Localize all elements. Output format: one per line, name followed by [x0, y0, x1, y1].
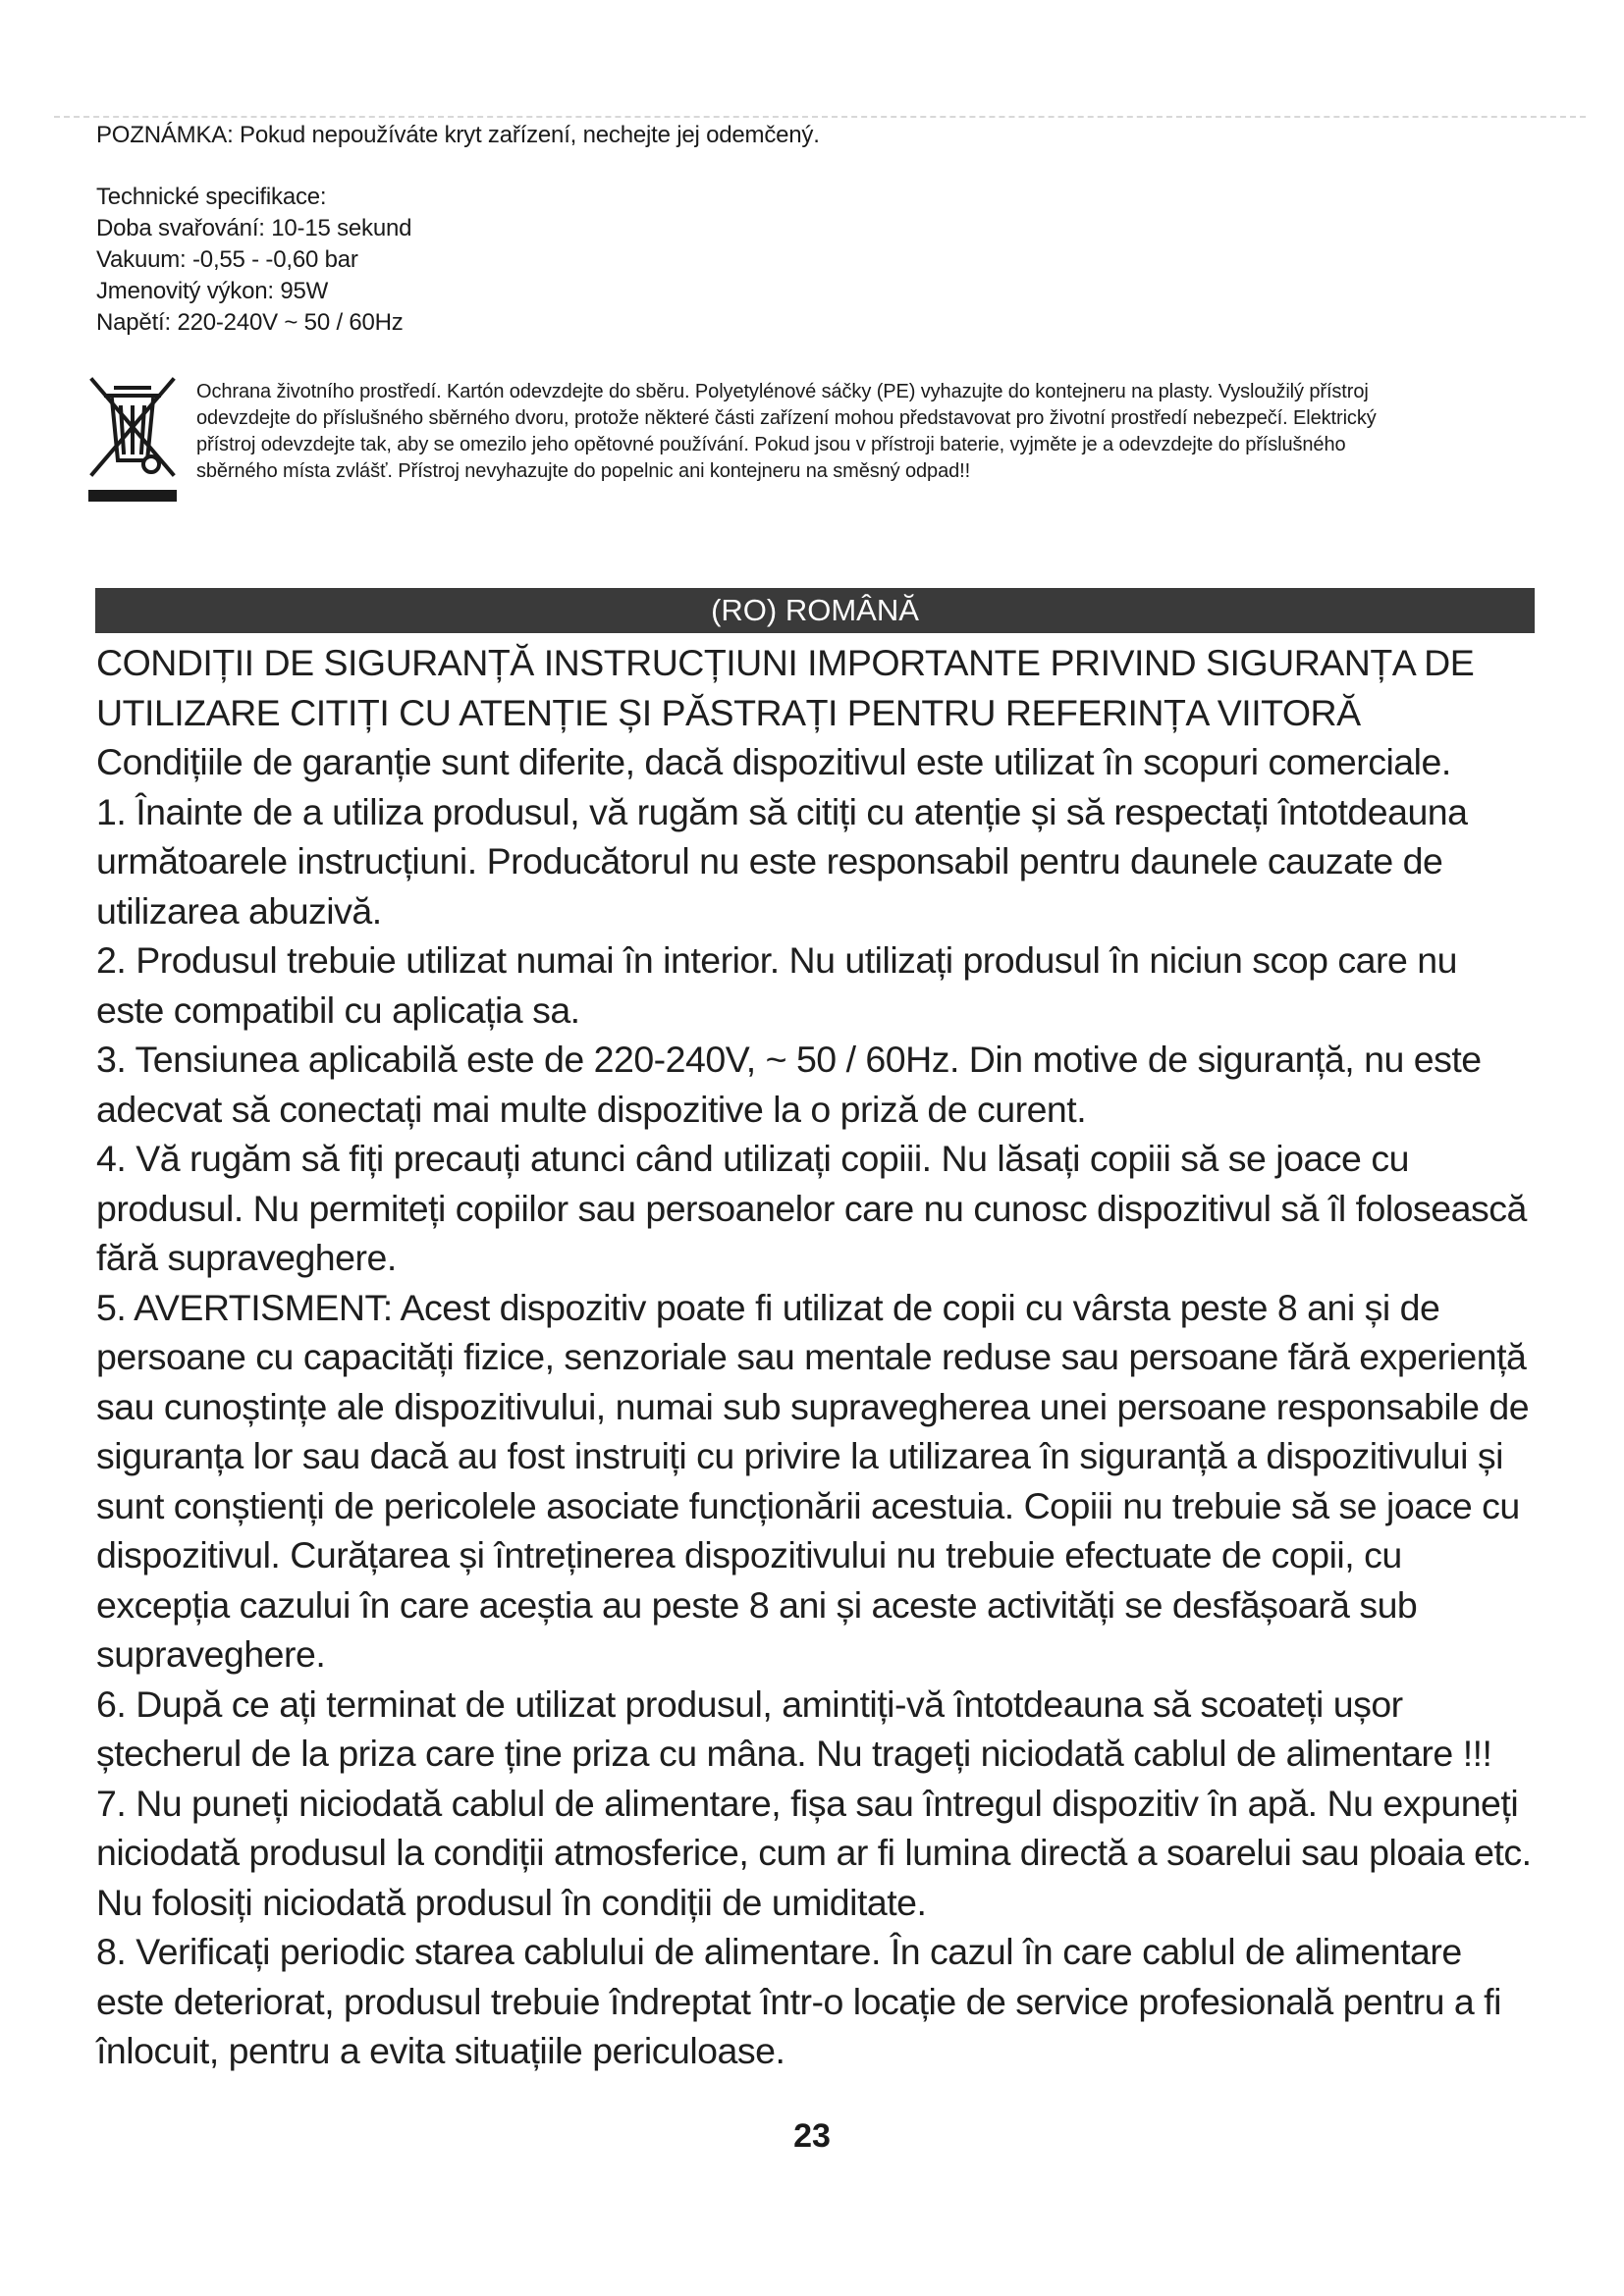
technical-specifications: [96, 182, 411, 339]
spec-line-vacuum: Vakuum: -0,55 - -0,60 bar: [96, 246, 358, 273]
instruction-line: fără supraveghere.: [96, 1237, 397, 1278]
instruction-item-6: [96, 1680, 1569, 1779]
instruction-line: supraveghere.: [96, 1633, 326, 1675]
spec-line-power: Jmenovitý výkon: 95W: [96, 278, 329, 304]
instruction-line: 6. După ce ați terminat de utilizat produsul, amintiți-vă întotdeauna să scoateți ușor: [96, 1682, 1403, 1725]
spec-line-welding-time: Doba svařování: 10-15 sekund: [96, 215, 412, 241]
instruction-line: dispozitivul. Curățarea și întreținerea dispozitivului nu trebuie efectuate de copii, cu: [96, 1534, 1402, 1575]
environment-line: přístroj odevzdejte tak, aby se omezilo jeho opětovné používání. Pokud jsou v přístroji baterie, vyjměte je a odevzdejte do příslušného: [196, 434, 1346, 455]
language-section-header: (RO) ROMÂNĂ: [95, 588, 1535, 633]
spec-line-voltage: Napětí: 220-240V ~ 50 / 60Hz: [96, 309, 404, 336]
instruction-line: 3. Tensiunea aplicabilă este de 220-240V, ~ 50 / 60Hz. Din motive de siguranță, nu este: [96, 1039, 1482, 1080]
environment-protection-text: [196, 379, 1492, 485]
instruction-line: niciodată produsul la condiții atmosferice, cum ar fi lumina directă a soarelui sau ploaia etc.: [96, 1832, 1532, 1873]
instruction-line: sau cunoștințe ale dispozitivului, numai sub supravegherea unei persoane responsabile de: [96, 1385, 1530, 1427]
instruction-line: 2. Produsul trebuie utilizat numai în interior. Nu utilizați produsul în niciun scop care nu: [96, 939, 1458, 981]
instruction-item-5-warning: [96, 1283, 1569, 1680]
crossed-out-wheelie-bin-icon: [86, 376, 179, 506]
top-dashed-rule: [54, 116, 1586, 118]
instruction-line: adecvat să conectați mai multe dispozitive la o priză de curent.: [96, 1088, 1087, 1130]
page-number: 23: [793, 2117, 831, 2155]
instruction-item-4: [96, 1134, 1569, 1283]
instruction-line: 5. AVERTISMENT: Acest dispozitiv poate fi utilizat de copii cu vârsta peste 8 ani și de: [96, 1286, 1440, 1328]
instruction-line: utilizarea abuzivă.: [96, 889, 382, 932]
instruction-line: Nu folosiți niciodată produsul în condiții de umiditate.: [96, 1881, 927, 1923]
instruction-item-2: [96, 935, 1569, 1035]
romanian-safety-instructions: [96, 638, 1569, 2076]
instruction-line: 7. Nu puneți niciodată cablul de alimentare, fișa sau întregul dispozitiv în apă. Nu expuneți: [96, 1782, 1519, 1824]
instruction-line: excepția cazului în care aceștia au peste 8 ani și aceste activități se desfășoară sub: [96, 1583, 1418, 1626]
device-cover-note: POZNÁMKA: Pokud nepoužíváte kryt zařízení, nechejte jej odemčený.: [96, 122, 820, 148]
instruction-line: produsul. Nu permiteți copiilor sau persoanelor care nu cunosc dispozitivul să îl folosească: [96, 1187, 1527, 1229]
environment-line: sběrného místa zvlášť. Přístroj nevyhazujte do popelnic ani kontejneru na směsný odpad!!: [196, 460, 971, 482]
instruction-line: 8. Verificați periodic starea cablului de alimentare. În cazul în care cablul de alimentare: [96, 1931, 1462, 1972]
safety-heading-line: UTILIZARE CITIȚI CU ATENȚIE ȘI PĂSTRAȚI PENTRU REFERINȚA VIITORĂ: [96, 691, 1361, 733]
instruction-line: înlocuit, pentru a evita situațiile periculoase.: [96, 2030, 785, 2071]
instruction-line: siguranța lor sau dacă au fost instruiți cu privire la utilizarea în siguranță a dispozitivului și: [96, 1435, 1503, 1476]
instruction-line: 4. Vă rugăm să fiți precauți atunci când utilizați copiii. Nu lăsați copiii să se joace cu: [96, 1138, 1409, 1179]
specs-title: Technické specifikace:: [96, 184, 327, 210]
instruction-item-1: [96, 787, 1569, 936]
instruction-line: sunt conștienți de pericolele asociate funcționării acestuia. Copiii nu trebuie să se joace cu: [96, 1484, 1520, 1526]
instruction-line: 1. Înainte de a utiliza produsul, vă rugăm să citiți cu atenție și să respectați întotdeauna: [96, 790, 1468, 832]
safety-heading-line: CONDIȚII DE SIGURANȚĂ INSTRUCȚIUNI IMPORTANTE PRIVIND SIGURANȚA DE: [96, 642, 1475, 683]
instruction-item-7: [96, 1779, 1569, 1928]
instruction-line: următoarele instrucțiuni. Producătorul nu este responsabil pentru daunele cauzate de: [96, 840, 1443, 881]
environment-line: odevzdejte do příslušného sběrného dvoru, protože některé části zařízení mohou představovat pro životní prostředí nebezpečí. Elektrický: [196, 407, 1377, 429]
instruction-line: persoane cu capacități fizice, senzoriale sau mentale reduse sau persoane fără experiență: [96, 1336, 1527, 1377]
environment-line: Ochrana životního prostředí. Kartón odevzdejte do sběru. Polyetylénové sáčky (PE) vyhazujte do kontejneru na plasty. Vysloužilý přístroj: [196, 381, 1369, 402]
instruction-line: este deteriorat, produsul trebuie îndreptat într-o locație de service profesională pentru a fi: [96, 1980, 1501, 2022]
warranty-intro: Condițiile de garanție sunt diferite, dacă dispozitivul este utilizat în scopuri comerciale.: [96, 741, 1451, 782]
instruction-line: ștecherul de la priza care ține priza cu mâna. Nu trageți niciodată cablul de alimentare !!!: [96, 1733, 1492, 1774]
instruction-item-3: [96, 1035, 1569, 1134]
instruction-line: este compatibil cu aplicația sa.: [96, 988, 580, 1031]
instruction-item-8: [96, 1927, 1569, 2076]
safety-heading: [96, 638, 1569, 737]
